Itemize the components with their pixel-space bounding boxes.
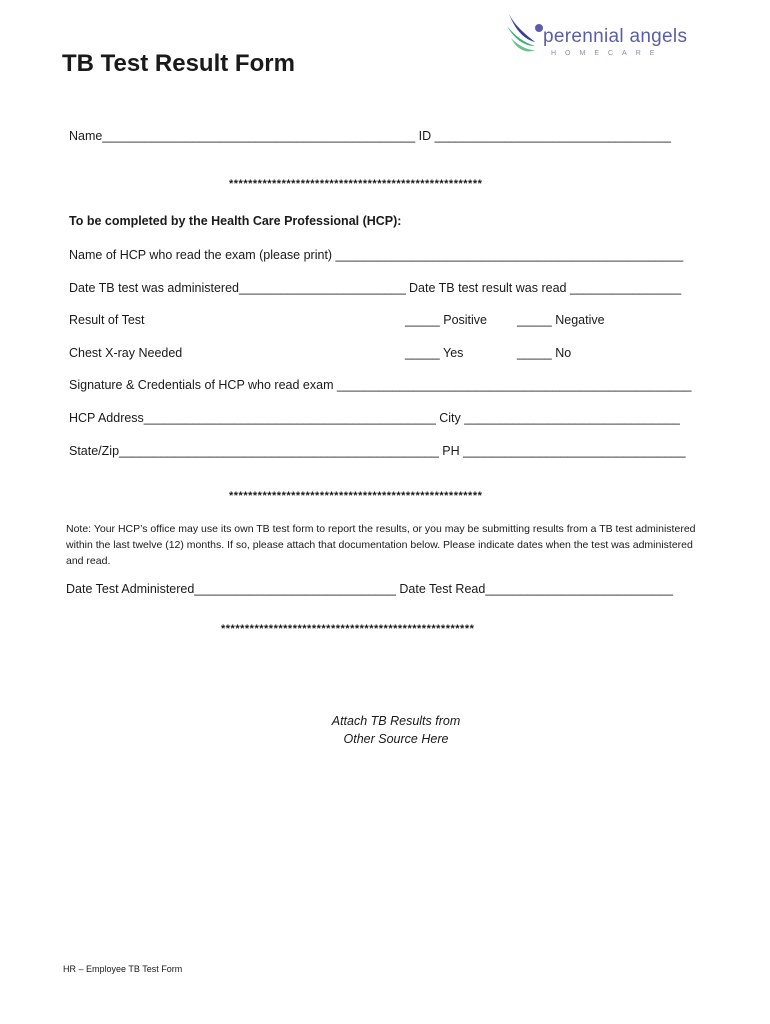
date-administered-field[interactable]: Date TB test was administered________________________ <box>69 281 406 295</box>
xray-no-option[interactable]: _____ No <box>517 346 572 360</box>
date-read-field[interactable]: Date TB test result was read ________________ <box>409 281 682 295</box>
separator-1: ***************************************************** <box>229 178 483 190</box>
address-city-field[interactable]: HCP Address__________________________________________ City _______________________________ <box>69 411 680 425</box>
logo-name: perennial angels <box>543 26 688 47</box>
signature-field[interactable]: Signature & Credentials of HCP who read exam ___________________________________________________ <box>69 378 692 392</box>
other-source-dates-field[interactable]: Date Test Administered_____________________________ Date Test Read___________________________ <box>66 582 674 596</box>
attach-line-2: Other Source Here <box>343 732 449 746</box>
name-id-field[interactable]: Name_____________________________________________ ID __________________________________ <box>69 129 671 143</box>
result-positive-option[interactable]: _____ Positive <box>405 313 488 327</box>
note-text: Note: Your HCP’s office may use its own TB test form to report the results, or you may be submitting results from a TB test administered within the last twelve (12) months. If so, please attach that documentation below. Please indicate dates when the test was administered and read. <box>66 523 696 567</box>
result-label: Result of Test <box>69 313 145 327</box>
logo-subtitle: HOMECARE <box>551 50 664 57</box>
attach-line-1: Attach TB Results from <box>331 714 461 728</box>
company-logo <box>505 12 705 64</box>
state-zip-phone-field[interactable]: State/Zip______________________________________________ PH ________________________________ <box>69 444 686 458</box>
separator-3: ***************************************************** <box>221 623 475 635</box>
angel-wing-icon <box>505 12 545 62</box>
footer-text: HR – Employee TB Test Form <box>63 964 183 974</box>
hcp-name-field[interactable]: Name of HCP who read the exam (please print) __________________________________________________ <box>69 248 684 262</box>
separator-2: ***************************************************** <box>229 490 483 502</box>
xray-label: Chest X-ray Needed <box>69 346 183 360</box>
page-title: TB Test Result Form <box>62 50 295 77</box>
hcp-section-header: To be completed by the Health Care Professional (HCP): <box>69 214 402 228</box>
result-negative-option[interactable]: _____ Negative <box>517 313 605 327</box>
xray-yes-option[interactable]: _____ Yes <box>405 346 464 360</box>
